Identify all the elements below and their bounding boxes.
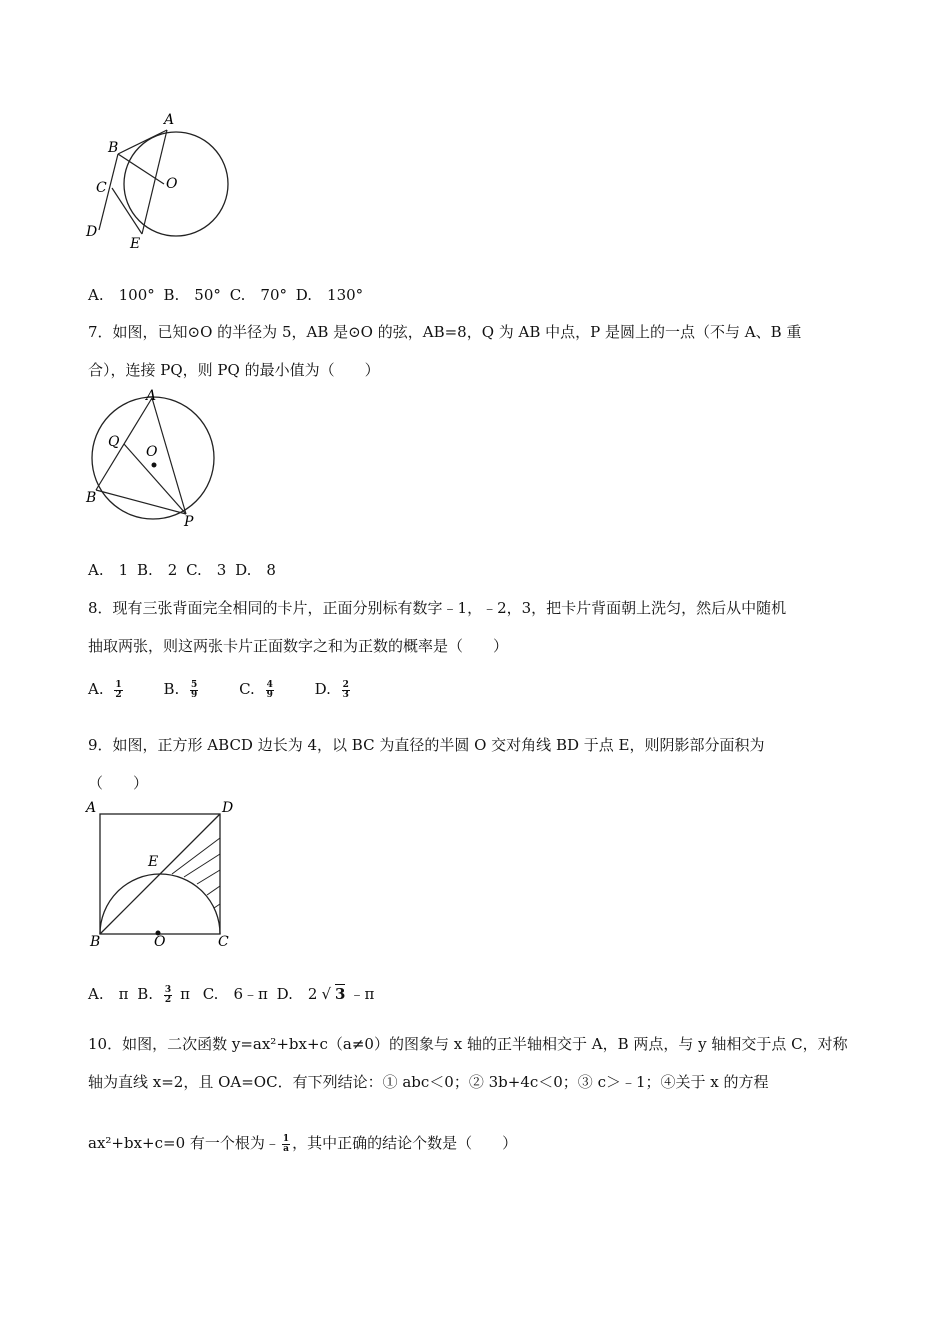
q9-option-d-radicand: 3 [335,985,346,1003]
q7-figure [84,388,224,530]
q7-label-O: O [146,444,158,460]
q9-label-C: C [218,934,229,950]
q8-option-d-fraction [342,681,354,700]
q9-label-O: O [154,934,166,950]
q10-line3 [88,1132,517,1154]
q8-option-d-den: 3 [342,689,349,700]
q10-line2: 轴为直线 x=2，且 OA=OC．有下列结论：① abc＜0；② 3b+4c＜0；③ c＞﹣1；④关于 x 的方程 [88,1073,769,1091]
q7-options [88,559,280,580]
q6-option-d[interactable]: D. 130° [295,286,364,304]
q10-line1: 10．如图，二次函数 y=ax²+bx+c（a≠0）的图象与 x 轴的正半轴相交于 A，B 两点，与 y 轴相交于点 C，对称 [88,1035,848,1053]
q9-figure [84,798,244,950]
q9-line2: （ ） [88,774,149,792]
q8-option-c-label: C. [239,680,255,698]
q8-option-d-label: D. [314,680,331,698]
q8-option-b-label: B. [163,680,180,698]
q9-option-b-label: B. [137,985,154,1003]
q8-line2: 抽取两张，则这两张卡片正面数字之和为正数的概率是（ ） [88,637,509,655]
q8-option-b-fraction [190,681,202,700]
q8-option-c-num: 4 [266,679,273,690]
q7-label-B: B [86,490,97,506]
q9-option-b[interactable] [137,985,198,1003]
q7-label-P: P [184,514,194,530]
q8-option-c-den: 9 [266,689,273,700]
q6-option-c[interactable]: C. 70° [229,286,287,304]
q7-option-d[interactable]: D. 8 [235,561,276,579]
q7-line-BP [96,490,186,514]
radical-sign-icon: √ [321,985,332,1003]
q8-option-b-den: 9 [191,689,198,700]
q6-label-A: A [164,112,175,128]
q6-line-AB [118,130,167,154]
q6-line-CE [112,188,142,234]
q9-label-A: A [86,800,97,816]
q6-options [88,284,367,305]
q9-line1: 9．如图，正方形 ABCD 边长为 4，以 BC 为直径的半圆 O 交对角线 BD 于点 E，则阴影部分面积为 [88,736,765,754]
q7-label-A: A [146,388,157,404]
q6-label-B: B [108,140,119,156]
q6-line-AE [142,130,167,234]
q6-label-D: D [86,224,98,240]
q7-label-Q: Q [108,434,120,450]
q9-option-c[interactable]: C. 6﹣π [202,985,268,1003]
q7-point-O [152,463,157,468]
q8-option-b[interactable] [163,680,211,698]
q10-fraction-den: a [283,1143,289,1154]
q8-option-d-num: 2 [342,679,349,690]
q6-option-a[interactable]: A. 100° [88,286,155,304]
q8-option-c-fraction [266,681,278,700]
q8-line1: 8．现有三张背面完全相同的卡片，正面分别标有数字﹣1，﹣2，3，把卡片背面朝上洗匀，然后从中随机 [88,599,787,617]
q6-figure [84,110,234,260]
q8-option-a-den: 2 [115,689,122,700]
q10-fraction-num: 1 [282,1133,290,1144]
q10-line3-post: ，其中正确的结论个数是（ ） [292,1134,518,1152]
q9-diagonal-BD [100,814,220,934]
q9-option-d-label: D. 2 [276,985,318,1003]
q9-options [88,983,382,1005]
q8-options [88,680,362,700]
q9-option-d-suffix: ﹣π [349,985,375,1003]
q9-label-E: E [148,854,159,870]
q7-option-c[interactable]: C. 3 [186,561,227,579]
q9-option-b-fraction [164,986,176,1005]
q8-option-b-num: 5 [191,679,198,690]
q8-option-d[interactable] [315,680,358,698]
q6-label-O: O [166,176,178,192]
q8-option-a-label: A. [88,680,104,698]
q8-option-c[interactable] [239,680,287,698]
q9-shading [172,838,220,908]
q9-label-B: B [90,934,101,950]
q7-line1: 7．如图，已知⊙O 的半径为 5，AB 是⊙O 的弦，AB=8，Q 为 AB 中点，P 是圆上的一点（不与 A、B 重 [88,323,802,341]
q9-option-b-num: 3 [164,984,172,995]
q9-option-a[interactable]: A. π [88,985,129,1003]
q7-option-b[interactable]: B. 2 [136,561,178,579]
q6-label-E: E [130,236,141,252]
q9-option-b-den: 2 [164,994,172,1005]
q9-semicircle [100,874,220,934]
q8-option-a[interactable] [88,680,135,698]
q9-option-d[interactable] [277,985,379,1003]
q8-option-a-num: 1 [115,679,122,690]
q10-fraction [282,1135,290,1154]
q7-line2: 合），连接 PQ，则 PQ 的最小值为（ ） [88,361,380,379]
q6-label-C: C [96,180,107,196]
q7-option-a[interactable]: A. 1 [88,561,129,579]
q9-label-D: D [222,800,234,816]
q9-option-b-suffix: π [180,985,190,1003]
q8-option-a-fraction [114,681,126,700]
q10-line3-pre: ax²+bx+c=0 有一个根为﹣ [88,1134,280,1152]
q6-option-b[interactable]: B. 50° [163,286,221,304]
